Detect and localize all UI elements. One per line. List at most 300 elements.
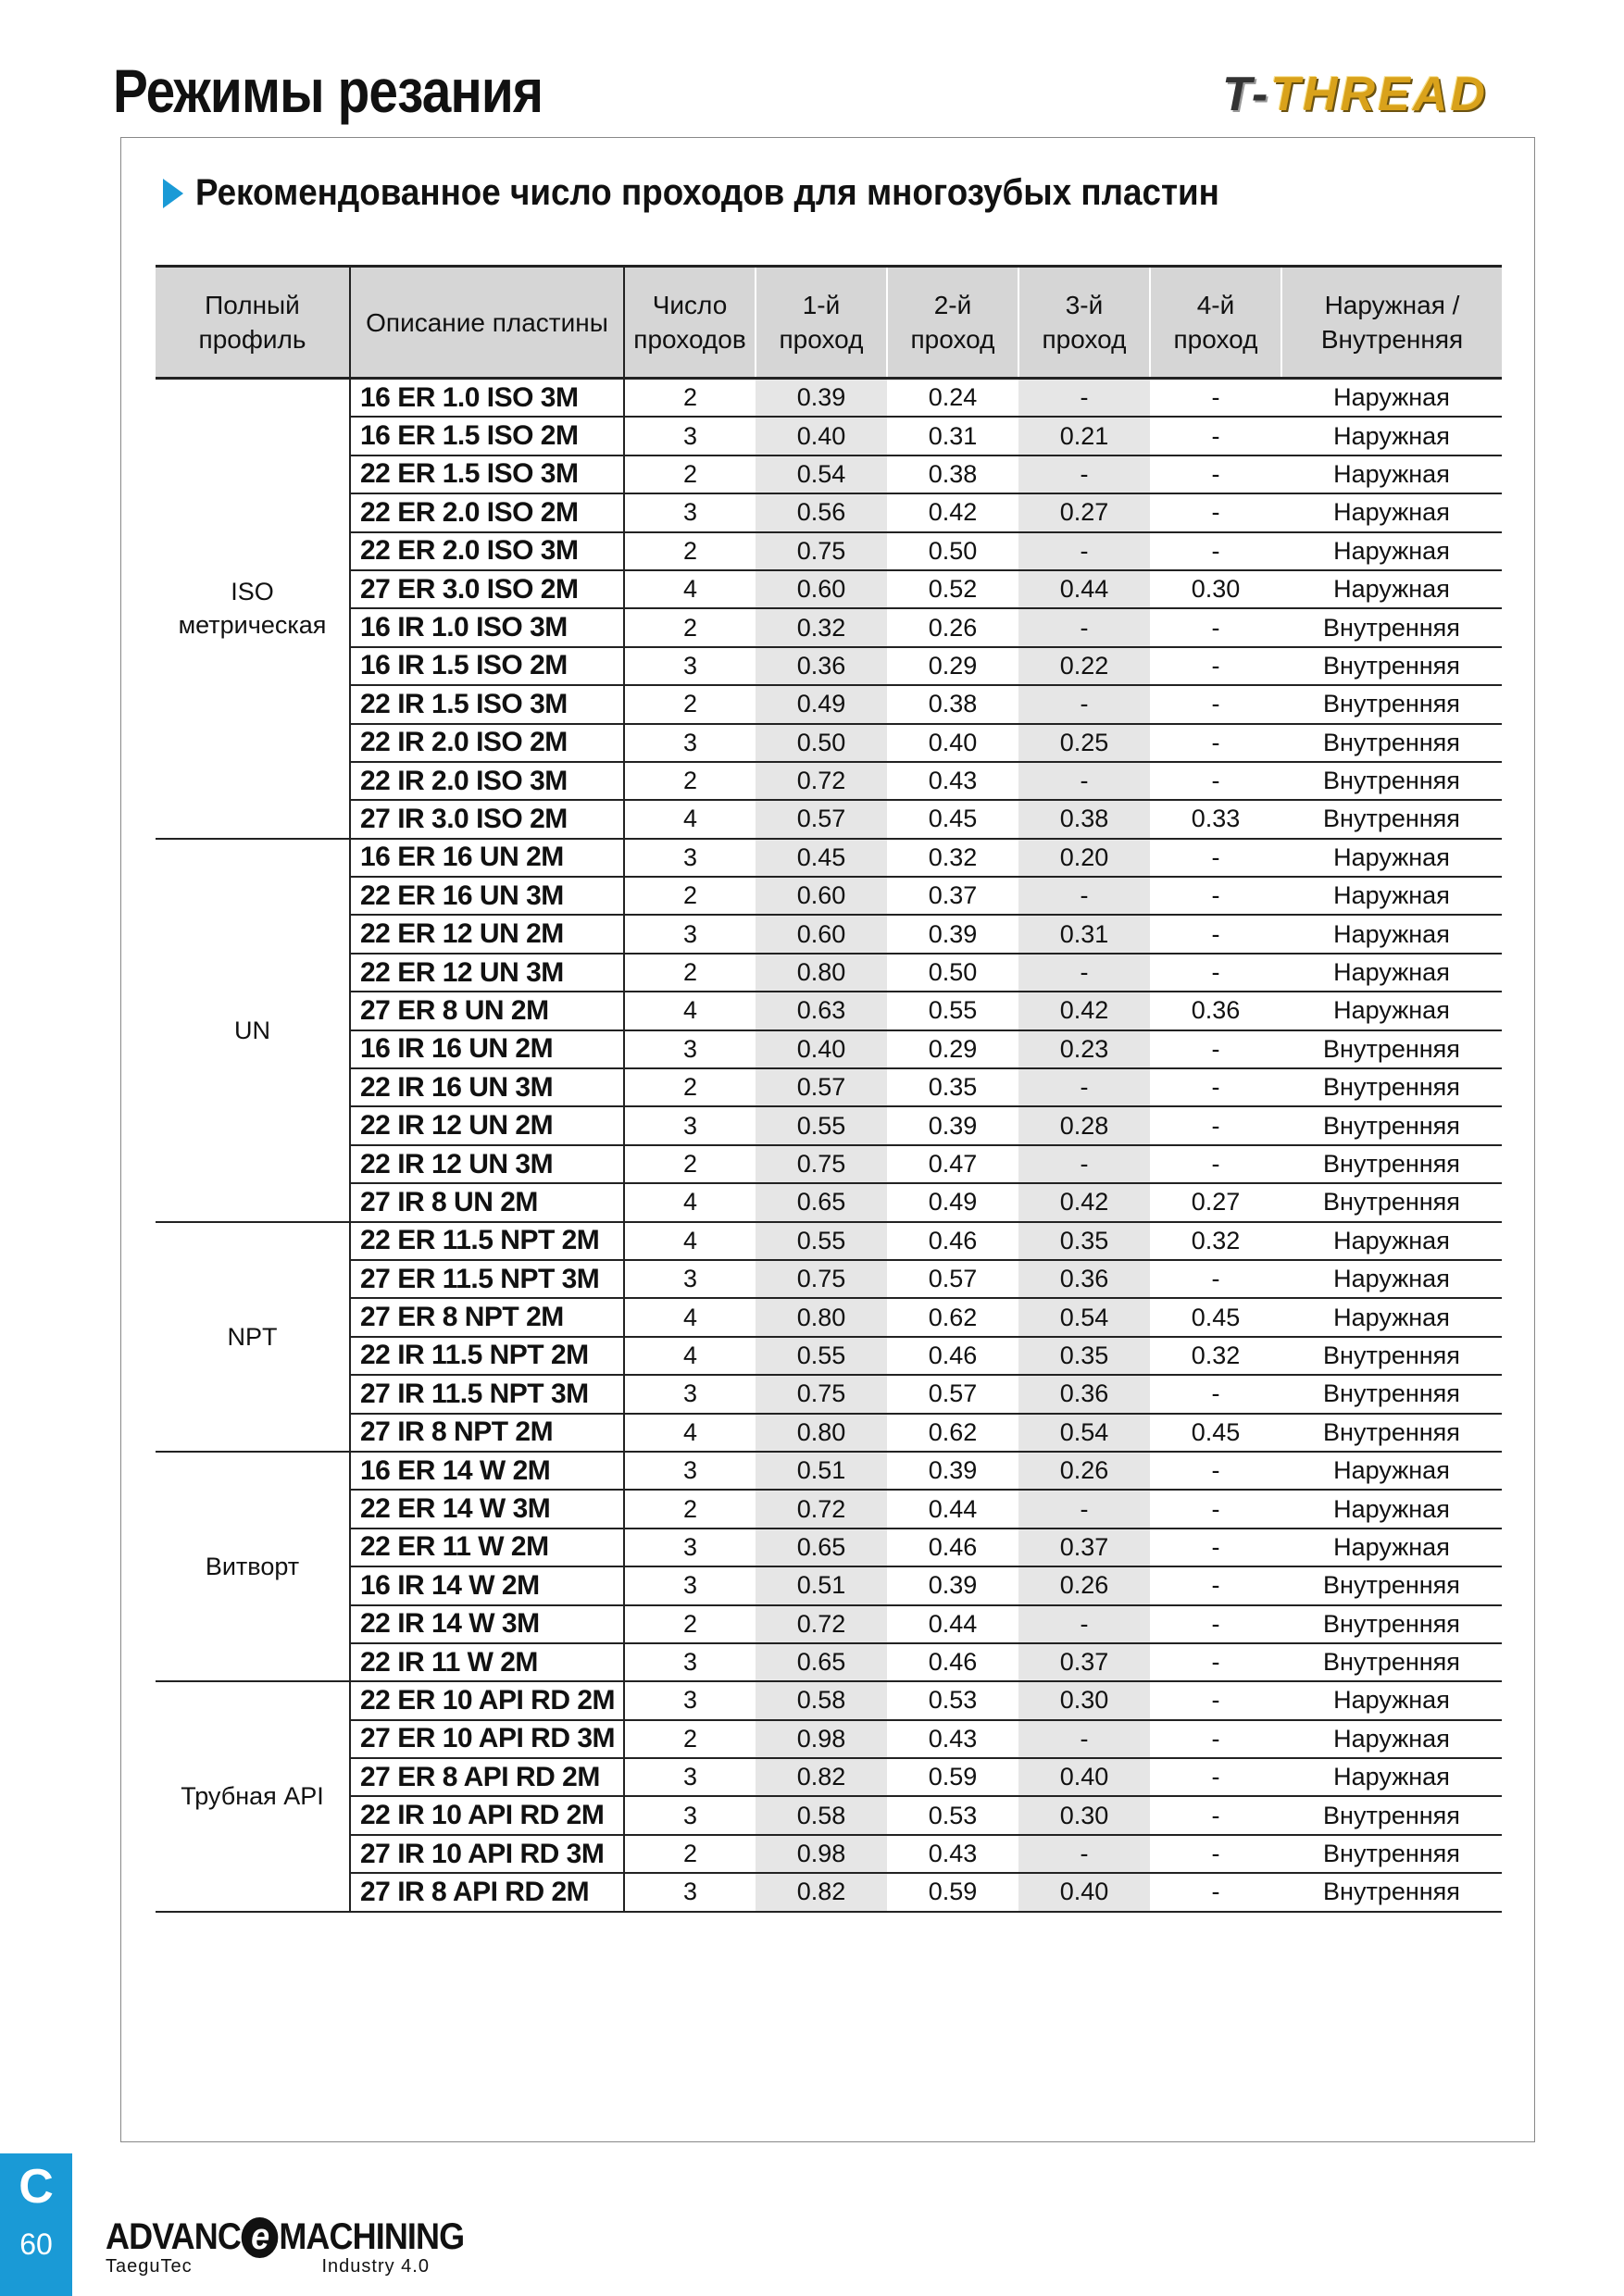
pass-2-cell: 0.35 <box>887 1068 1018 1106</box>
cutting-passes-table <box>156 265 1502 1913</box>
pass-2-cell: 0.31 <box>887 417 1018 455</box>
pass-1-cell: 0.39 <box>756 379 887 418</box>
profile-cell <box>156 1681 350 1911</box>
pass-2-cell: 0.53 <box>887 1681 1018 1719</box>
type-cell: Наружная <box>1281 1529 1502 1566</box>
type-cell: Наружная <box>1281 877 1502 915</box>
type-cell: Внутренняя <box>1281 724 1502 762</box>
passes-cell: 3 <box>624 1529 756 1566</box>
passes-cell: 4 <box>624 992 756 1029</box>
type-cell: Наружная <box>1281 493 1502 531</box>
pass-4-cell: - <box>1150 1566 1281 1604</box>
pass-1-cell: 0.40 <box>756 417 887 455</box>
pass-1-cell: 0.65 <box>756 1643 887 1681</box>
passes-cell: 2 <box>624 455 756 493</box>
pass-3-cell: 0.44 <box>1018 570 1150 608</box>
pass-4-cell: - <box>1150 1835 1281 1873</box>
pass-4-cell: - <box>1150 1260 1281 1298</box>
profile-label: Трубная API <box>181 1782 324 1811</box>
pass-1-cell: 0.40 <box>756 1030 887 1068</box>
header-pass-4: 4-й проход <box>1150 267 1281 379</box>
pass-2-cell: 0.59 <box>887 1873 1018 1911</box>
table-row <box>156 1222 1502 1260</box>
profile-label: метрическая <box>178 611 327 640</box>
pass-2-cell: 0.50 <box>887 954 1018 992</box>
pass-4-cell: - <box>1150 1681 1281 1719</box>
pass-1-cell: 0.55 <box>756 1337 887 1375</box>
pass-2-cell: 0.40 <box>887 724 1018 762</box>
pass-2-cell: 0.46 <box>887 1643 1018 1681</box>
pass-4-cell: - <box>1150 608 1281 646</box>
profile-label: Витворт <box>205 1553 300 1581</box>
table-row <box>156 608 1502 646</box>
table-row <box>156 915 1502 953</box>
pass-2-cell: 0.43 <box>887 1835 1018 1873</box>
advance-machining-logo <box>106 2216 504 2277</box>
table-row <box>156 762 1502 800</box>
table-row <box>156 1145 1502 1183</box>
passes-cell: 4 <box>624 1183 756 1221</box>
description-cell: 16 ER 1.5 ISO 2M <box>350 417 624 455</box>
type-cell: Наружная <box>1281 1298 1502 1336</box>
profile-cell <box>156 839 350 1222</box>
pass-3-cell: 0.20 <box>1018 839 1150 877</box>
passes-cell: 4 <box>624 570 756 608</box>
table-row <box>156 1030 1502 1068</box>
description-cell: 22 IR 10 API RD 2M <box>350 1796 624 1834</box>
passes-cell: 3 <box>624 1643 756 1681</box>
passes-cell: 3 <box>624 1452 756 1490</box>
table-header-row <box>156 267 1502 379</box>
section-tab <box>0 2153 72 2296</box>
table-row <box>156 1643 1502 1681</box>
passes-cell: 4 <box>624 1222 756 1260</box>
table-row <box>156 992 1502 1029</box>
type-cell: Внутренняя <box>1281 608 1502 646</box>
pass-3-cell: 0.40 <box>1018 1758 1150 1796</box>
pass-4-cell: 0.36 <box>1150 992 1281 1029</box>
pass-3-cell: - <box>1018 379 1150 418</box>
type-cell: Наружная <box>1281 417 1502 455</box>
profile-label: UN <box>234 1016 270 1044</box>
description-cell: 27 IR 8 API RD 2M <box>350 1873 624 1911</box>
pass-3-cell: 0.54 <box>1018 1414 1150 1452</box>
description-cell: 22 IR 16 UN 3M <box>350 1068 624 1106</box>
pass-1-cell: 0.54 <box>756 455 887 493</box>
pass-1-cell: 0.82 <box>756 1873 887 1911</box>
passes-cell: 2 <box>624 608 756 646</box>
logo-industry: Industry 4.0 <box>321 2256 430 2277</box>
pass-1-cell: 0.45 <box>756 839 887 877</box>
description-cell: 22 IR 12 UN 3M <box>350 1145 624 1183</box>
pass-4-cell: - <box>1150 1758 1281 1796</box>
passes-cell: 3 <box>624 724 756 762</box>
pass-3-cell: 0.25 <box>1018 724 1150 762</box>
pass-2-cell: 0.37 <box>887 877 1018 915</box>
table-row <box>156 839 1502 877</box>
pass-4-cell: 0.30 <box>1150 570 1281 608</box>
type-cell: Внутренняя <box>1281 1643 1502 1681</box>
pass-1-cell: 0.98 <box>756 1720 887 1758</box>
type-cell: Наружная <box>1281 379 1502 418</box>
table-row <box>156 1873 1502 1911</box>
table-row <box>156 532 1502 570</box>
pass-3-cell: - <box>1018 455 1150 493</box>
pass-1-cell: 0.75 <box>756 1145 887 1183</box>
pass-3-cell: 0.40 <box>1018 1873 1150 1911</box>
pass-4-cell: 0.32 <box>1150 1337 1281 1375</box>
pass-2-cell: 0.46 <box>887 1222 1018 1260</box>
pass-2-cell: 0.55 <box>887 992 1018 1029</box>
pass-3-cell: 0.30 <box>1018 1681 1150 1719</box>
type-cell: Наружная <box>1281 1452 1502 1490</box>
pass-3-cell: 0.21 <box>1018 417 1150 455</box>
pass-4-cell: - <box>1150 915 1281 953</box>
type-cell: Наружная <box>1281 1260 1502 1298</box>
passes-cell: 2 <box>624 1145 756 1183</box>
passes-cell: 3 <box>624 1566 756 1604</box>
pass-2-cell: 0.42 <box>887 493 1018 531</box>
pass-2-cell: 0.62 <box>887 1298 1018 1336</box>
pass-4-cell: - <box>1150 647 1281 685</box>
pass-4-cell: - <box>1150 877 1281 915</box>
description-cell: 22 IR 14 W 3M <box>350 1605 624 1643</box>
pass-4-cell: - <box>1150 1720 1281 1758</box>
page-title: Режимы резания <box>113 56 543 125</box>
passes-cell: 4 <box>624 1337 756 1375</box>
pass-1-cell: 0.55 <box>756 1222 887 1260</box>
description-cell: 22 ER 12 UN 3M <box>350 954 624 992</box>
table-row <box>156 570 1502 608</box>
section-letter: C <box>19 2160 54 2214</box>
pass-3-cell: 0.38 <box>1018 800 1150 838</box>
logo-t-part: T- <box>1222 68 1271 121</box>
pass-3-cell: - <box>1018 877 1150 915</box>
type-cell: Наружная <box>1281 1490 1502 1528</box>
pass-2-cell: 0.39 <box>887 1452 1018 1490</box>
pass-4-cell: - <box>1150 1375 1281 1413</box>
pass-2-cell: 0.50 <box>887 532 1018 570</box>
table-row <box>156 455 1502 493</box>
passes-cell: 4 <box>624 800 756 838</box>
passes-cell: 3 <box>624 1758 756 1796</box>
pass-2-cell: 0.32 <box>887 839 1018 877</box>
description-cell: 27 ER 10 API RD 3M <box>350 1720 624 1758</box>
pass-1-cell: 0.82 <box>756 1758 887 1796</box>
pass-1-cell: 0.60 <box>756 915 887 953</box>
header-description: Описание пластины <box>350 267 624 379</box>
pass-2-cell: 0.59 <box>887 1758 1018 1796</box>
pass-1-cell: 0.75 <box>756 1375 887 1413</box>
triangle-bullet-icon <box>163 179 183 208</box>
pass-4-cell: 0.45 <box>1150 1414 1281 1452</box>
type-cell: Внутренняя <box>1281 1873 1502 1911</box>
pass-4-cell: - <box>1150 1068 1281 1106</box>
type-cell: Внутренняя <box>1281 762 1502 800</box>
pass-3-cell: 0.31 <box>1018 915 1150 953</box>
description-cell: 27 ER 3.0 ISO 2M <box>350 570 624 608</box>
description-cell: 27 IR 8 NPT 2M <box>350 1414 624 1452</box>
passes-cell: 2 <box>624 1835 756 1873</box>
passes-cell: 3 <box>624 1106 756 1144</box>
pass-4-cell: 0.27 <box>1150 1183 1281 1221</box>
passes-cell: 2 <box>624 762 756 800</box>
table-row <box>156 1758 1502 1796</box>
type-cell: Внутренняя <box>1281 647 1502 685</box>
pass-1-cell: 0.51 <box>756 1452 887 1490</box>
pass-1-cell: 0.36 <box>756 647 887 685</box>
type-cell: Наружная <box>1281 1758 1502 1796</box>
pass-2-cell: 0.62 <box>887 1414 1018 1452</box>
passes-cell: 3 <box>624 915 756 953</box>
pass-3-cell: 0.26 <box>1018 1566 1150 1604</box>
description-cell: 22 ER 10 API RD 2M <box>350 1681 624 1719</box>
passes-cell: 2 <box>624 685 756 723</box>
description-cell: 22 ER 14 W 3M <box>350 1490 624 1528</box>
type-cell: Внутренняя <box>1281 1796 1502 1834</box>
logo-text-advanc: ADVANC <box>106 2216 241 2257</box>
pass-3-cell: 0.37 <box>1018 1643 1150 1681</box>
description-cell: 22 ER 12 UN 2M <box>350 915 624 953</box>
pass-3-cell: - <box>1018 1068 1150 1106</box>
passes-cell: 2 <box>624 532 756 570</box>
description-cell: 16 IR 16 UN 2M <box>350 1030 624 1068</box>
description-cell: 27 ER 8 NPT 2M <box>350 1298 624 1336</box>
pass-3-cell: 0.42 <box>1018 992 1150 1029</box>
table-row <box>156 1566 1502 1604</box>
table-row <box>156 1106 1502 1144</box>
table-row <box>156 1681 1502 1719</box>
pass-3-cell: - <box>1018 685 1150 723</box>
description-cell: 22 IR 11 W 2M <box>350 1643 624 1681</box>
type-cell: Наружная <box>1281 455 1502 493</box>
passes-cell: 2 <box>624 1720 756 1758</box>
pass-4-cell: - <box>1150 724 1281 762</box>
passes-cell: 3 <box>624 1681 756 1719</box>
pass-4-cell: 0.33 <box>1150 800 1281 838</box>
table-row <box>156 954 1502 992</box>
description-cell: 27 IR 3.0 ISO 2M <box>350 800 624 838</box>
header-pass-3: 3-й проход <box>1018 267 1150 379</box>
description-cell: 22 ER 2.0 ISO 2M <box>350 493 624 531</box>
pass-2-cell: 0.46 <box>887 1529 1018 1566</box>
description-cell: 22 ER 16 UN 3M <box>350 877 624 915</box>
table-row <box>156 685 1502 723</box>
pass-4-cell: - <box>1150 1452 1281 1490</box>
pass-4-cell: - <box>1150 1796 1281 1834</box>
pass-3-cell: - <box>1018 608 1150 646</box>
pass-3-cell: 0.35 <box>1018 1222 1150 1260</box>
pass-4-cell: - <box>1150 1605 1281 1643</box>
passes-cell: 3 <box>624 417 756 455</box>
pass-3-cell: 0.35 <box>1018 1337 1150 1375</box>
passes-cell: 2 <box>624 379 756 418</box>
description-cell: 16 IR 14 W 2M <box>350 1566 624 1604</box>
pass-1-cell: 0.75 <box>756 532 887 570</box>
pass-1-cell: 0.75 <box>756 1260 887 1298</box>
pass-1-cell: 0.55 <box>756 1106 887 1144</box>
type-cell: Наружная <box>1281 915 1502 953</box>
pass-3-cell: 0.54 <box>1018 1298 1150 1336</box>
passes-cell: 3 <box>624 1375 756 1413</box>
table-row <box>156 1068 1502 1106</box>
pass-3-cell: - <box>1018 1835 1150 1873</box>
pass-3-cell: 0.23 <box>1018 1030 1150 1068</box>
table-row <box>156 1414 1502 1452</box>
type-cell: Наружная <box>1281 992 1502 1029</box>
description-cell: 16 ER 14 W 2M <box>350 1452 624 1490</box>
logo-text-machining: MACHINING <box>279 2216 465 2257</box>
pass-1-cell: 0.57 <box>756 1068 887 1106</box>
type-cell: Внутренняя <box>1281 1414 1502 1452</box>
pass-1-cell: 0.60 <box>756 570 887 608</box>
description-cell: 22 IR 1.5 ISO 3M <box>350 685 624 723</box>
profile-cell <box>156 1452 350 1681</box>
table-row <box>156 379 1502 418</box>
description-cell: 27 IR 10 API RD 3M <box>350 1835 624 1873</box>
pass-2-cell: 0.26 <box>887 608 1018 646</box>
passes-cell: 3 <box>624 647 756 685</box>
type-cell: Внутренняя <box>1281 1835 1502 1873</box>
passes-cell: 3 <box>624 1030 756 1068</box>
pass-2-cell: 0.57 <box>887 1375 1018 1413</box>
pass-3-cell: 0.36 <box>1018 1375 1150 1413</box>
description-cell: 27 IR 11.5 NPT 3M <box>350 1375 624 1413</box>
pass-2-cell: 0.45 <box>887 800 1018 838</box>
type-cell: Внутренняя <box>1281 1605 1502 1643</box>
pass-3-cell: - <box>1018 954 1150 992</box>
pass-3-cell: 0.30 <box>1018 1796 1150 1834</box>
table-row <box>156 1796 1502 1834</box>
passes-cell: 3 <box>624 1796 756 1834</box>
logo-taegutec: TaeguTec <box>106 2256 193 2277</box>
description-cell: 16 ER 16 UN 2M <box>350 839 624 877</box>
pass-1-cell: 0.57 <box>756 800 887 838</box>
pass-1-cell: 0.63 <box>756 992 887 1029</box>
header-pass-2: 2-й проход <box>887 267 1018 379</box>
pass-1-cell: 0.80 <box>756 1414 887 1452</box>
pass-1-cell: 0.51 <box>756 1566 887 1604</box>
profile-cell <box>156 379 350 839</box>
type-cell: Внутренняя <box>1281 1337 1502 1375</box>
pass-1-cell: 0.58 <box>756 1681 887 1719</box>
description-cell: 22 ER 11 W 2M <box>350 1529 624 1566</box>
type-cell: Внутренняя <box>1281 1068 1502 1106</box>
type-cell: Наружная <box>1281 1222 1502 1260</box>
table-body <box>156 379 1502 1912</box>
pass-4-cell: - <box>1150 839 1281 877</box>
type-cell: Внутренняя <box>1281 1106 1502 1144</box>
description-cell: 16 IR 1.5 ISO 2M <box>350 647 624 685</box>
pass-2-cell: 0.43 <box>887 762 1018 800</box>
table-row <box>156 1529 1502 1566</box>
pass-4-cell: - <box>1150 455 1281 493</box>
pass-2-cell: 0.47 <box>887 1145 1018 1183</box>
passes-cell: 2 <box>624 954 756 992</box>
passes-cell: 3 <box>624 1873 756 1911</box>
pass-2-cell: 0.57 <box>887 1260 1018 1298</box>
pass-1-cell: 0.56 <box>756 493 887 531</box>
pass-1-cell: 0.32 <box>756 608 887 646</box>
type-cell: Наружная <box>1281 532 1502 570</box>
pass-3-cell: 0.27 <box>1018 493 1150 531</box>
type-cell: Наружная <box>1281 954 1502 992</box>
pass-1-cell: 0.98 <box>756 1835 887 1873</box>
pass-2-cell: 0.38 <box>887 685 1018 723</box>
table-row <box>156 1183 1502 1221</box>
pass-2-cell: 0.38 <box>887 455 1018 493</box>
table-row <box>156 1490 1502 1528</box>
pass-1-cell: 0.72 <box>756 1490 887 1528</box>
description-cell: 22 IR 2.0 ISO 3M <box>350 762 624 800</box>
table-row <box>156 1835 1502 1873</box>
passes-cell: 2 <box>624 1605 756 1643</box>
pass-3-cell: - <box>1018 1605 1150 1643</box>
pass-2-cell: 0.52 <box>887 570 1018 608</box>
pass-4-cell: - <box>1150 1145 1281 1183</box>
table-row <box>156 1375 1502 1413</box>
description-cell: 16 IR 1.0 ISO 3M <box>350 608 624 646</box>
table-row <box>156 1298 1502 1336</box>
pass-2-cell: 0.53 <box>887 1796 1018 1834</box>
pass-4-cell: 0.45 <box>1150 1298 1281 1336</box>
pass-3-cell: 0.26 <box>1018 1452 1150 1490</box>
pass-2-cell: 0.39 <box>887 915 1018 953</box>
pass-3-cell: - <box>1018 532 1150 570</box>
passes-cell: 4 <box>624 1414 756 1452</box>
pass-3-cell: 0.36 <box>1018 1260 1150 1298</box>
description-cell: 22 IR 2.0 ISO 2M <box>350 724 624 762</box>
header-profile: Полный профиль <box>156 267 350 379</box>
pass-1-cell: 0.72 <box>756 762 887 800</box>
type-cell: Внутренняя <box>1281 1566 1502 1604</box>
pass-2-cell: 0.39 <box>887 1566 1018 1604</box>
pass-1-cell: 0.65 <box>756 1183 887 1221</box>
passes-cell: 3 <box>624 493 756 531</box>
pass-3-cell: 0.42 <box>1018 1183 1150 1221</box>
pass-1-cell: 0.49 <box>756 685 887 723</box>
pass-4-cell: - <box>1150 762 1281 800</box>
description-cell: 22 ER 11.5 NPT 2M <box>350 1222 624 1260</box>
pass-1-cell: 0.80 <box>756 1298 887 1336</box>
page-number: 60 <box>19 2227 53 2261</box>
type-cell: Внутренняя <box>1281 1030 1502 1068</box>
profile-label: ISO <box>231 578 274 606</box>
pass-4-cell: - <box>1150 532 1281 570</box>
pass-3-cell: - <box>1018 1145 1150 1183</box>
description-cell: 22 ER 1.5 ISO 3M <box>350 455 624 493</box>
header-passes: Число проходов <box>624 267 756 379</box>
pass-4-cell: - <box>1150 685 1281 723</box>
passes-cell: 2 <box>624 1068 756 1106</box>
pass-4-cell: - <box>1150 954 1281 992</box>
type-cell: Внутренняя <box>1281 685 1502 723</box>
type-cell: Внутренняя <box>1281 1145 1502 1183</box>
pass-4-cell: - <box>1150 1030 1281 1068</box>
section-title: Рекомендованное число проходов для многозубых пластин <box>194 172 1219 213</box>
table-row <box>156 493 1502 531</box>
type-cell: Внутренняя <box>1281 1183 1502 1221</box>
table-row <box>156 1337 1502 1375</box>
passes-cell: 4 <box>624 1298 756 1336</box>
passes-cell: 2 <box>624 1490 756 1528</box>
type-cell: Внутренняя <box>1281 800 1502 838</box>
description-cell: 22 IR 11.5 NPT 2M <box>350 1337 624 1375</box>
pass-2-cell: 0.44 <box>887 1605 1018 1643</box>
table-row <box>156 800 1502 838</box>
description-cell: 27 ER 11.5 NPT 3M <box>350 1260 624 1298</box>
pass-4-cell: 0.32 <box>1150 1222 1281 1260</box>
